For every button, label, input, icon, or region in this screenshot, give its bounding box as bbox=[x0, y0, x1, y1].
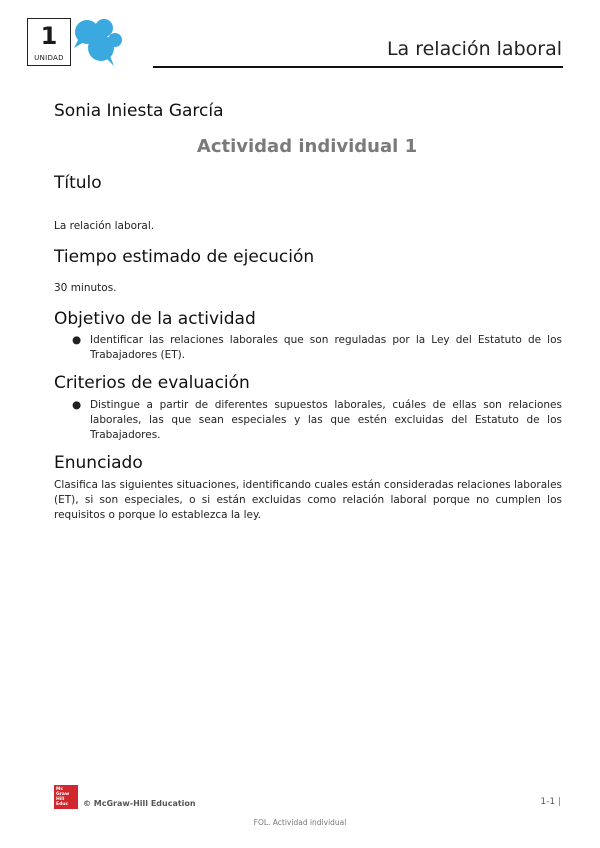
footer-caption: FOL. Actividad individual bbox=[253, 818, 347, 827]
footer-page-number bbox=[540, 797, 561, 807]
author-name: Sonia Iniesta García bbox=[54, 101, 224, 121]
unit-label: UNIDAD bbox=[34, 54, 64, 62]
unit-number: 1 bbox=[40, 22, 58, 50]
section-text-enunciado: Clasifica las siguientes situaciones, identificando cuales están consideradas relaciones laborales (ET), si son especiales, o si están excluidas como relación laboral porque no cumplen los requisitos o porque lo establezca la ley. bbox=[54, 479, 562, 521]
section-heading-tiempo: Tiempo estimado de ejecución bbox=[54, 247, 315, 267]
section-heading-objetivo: Objetivo de la actividad bbox=[54, 309, 256, 329]
bullet-icon: ● bbox=[72, 334, 82, 346]
section-heading-enunciado: Enunciado bbox=[54, 453, 143, 473]
header-rule bbox=[153, 66, 563, 68]
unit-badge bbox=[27, 18, 71, 66]
objetivo-list bbox=[54, 333, 562, 363]
speech-bubbles-icon bbox=[70, 14, 126, 70]
list-item-text: Identificar las relaciones laborales que son reguladas por la Ley del Estatuto de los Trabajadores (ET). bbox=[90, 334, 562, 361]
section-text-titulo: La relación laboral. bbox=[54, 220, 155, 232]
header-title: La relación laboral bbox=[386, 38, 562, 60]
footer-copyright: © McGraw-Hill Education bbox=[83, 799, 196, 808]
list-item bbox=[54, 333, 562, 363]
criterios-list bbox=[54, 398, 562, 443]
list-item bbox=[54, 398, 562, 443]
section-heading-titulo: Título bbox=[54, 173, 102, 193]
page-separator: | bbox=[557, 797, 561, 807]
list-item-text: Distingue a partir de diferentes supuestos laborales, cuáles de ellas son relaciones laborales, las que sean especiales y las que estén excluidas del Estatuto de los Trabajadores. bbox=[90, 399, 562, 441]
mcgraw-hill-logo: Mc Graw Hill Educ bbox=[54, 785, 78, 809]
activity-title: Actividad individual 1 bbox=[196, 136, 418, 157]
section-text-tiempo: 30 minutos. bbox=[54, 282, 117, 294]
bullet-icon: ● bbox=[72, 399, 82, 411]
page-number: 1-1 bbox=[540, 797, 556, 807]
section-heading-criterios: Criterios de evaluación bbox=[54, 373, 250, 393]
